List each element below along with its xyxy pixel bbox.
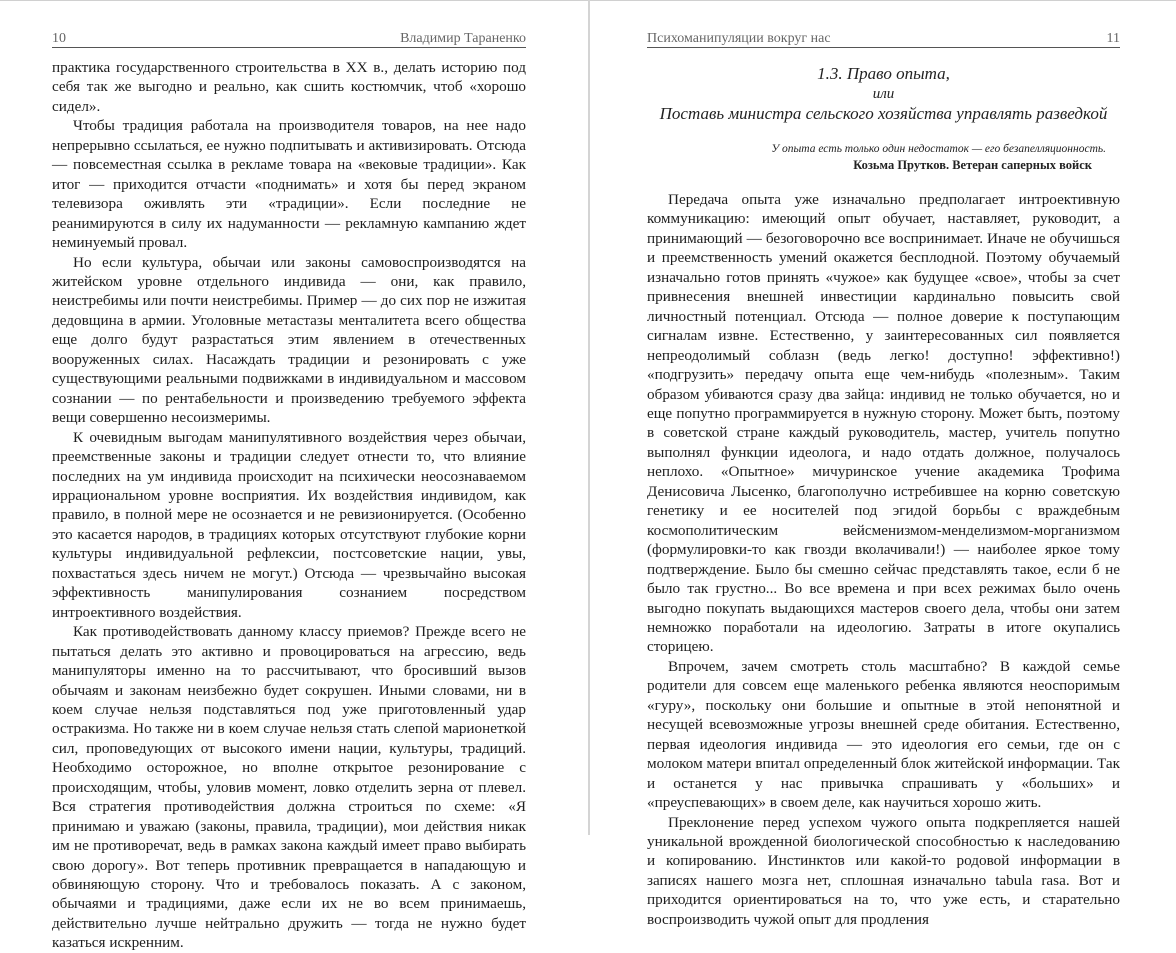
epigraph-quote: У опыта есть только один недостаток — его безапелляционность. — [771, 143, 1106, 155]
body-text-left — [52, 58, 526, 953]
page-number: 10 — [52, 31, 66, 46]
paragraph: Впрочем, зачем смотреть столь масштабно? В каждой семье родители для совсем еще маленького ребенка являются неоспоримым «гуру», поскольку они большие и опытные в этой непонятной и несущей всевозможные угрозы внешней среде обитания. Естественно, первая идеология индивида — это идеология его семьи, где он с молоком матери впитал определенный блок житейской информации. Так и останется у нас привычка спрашивать у «больших» и «преуспевающих» в своем деле, как научиться хорошо жить. — [647, 657, 1120, 812]
running-title-book: Психоманипуляции вокруг нас — [647, 31, 831, 46]
paragraph: Передача опыта уже изначально предполагает интроективную коммуникацию: имеющий опыт обучает, наставляет, руководит, а принимающий — безоговорочно все воспринимает. Иначе не обучишься и преемственность умений окажется бесплодной. Поэтому обучаемый изначально готов принять «чужое» как будущее «свое», чтобы за счет привнесения внешней инвестиции кардинально повысить свой личностный потенциал. Отсюда — полное доверие к поступающим сигналам извне. Естественно, у заинтересованных сил появляется непреодолимый соблазн (ведь легко! доступно! эффективно!) «подгрузить» передачу опыта еще чем-нибудь «полезным». Таким образом убиваются сразу два зайца: индивид не только обучается, но и еще попутно программируется в нужную сторону. Может быть, поэтому в советской стране каждый руководитель, мастер, учитель попутно выполнял функции идеолога, и надо отдать должное, получалось неплохо. «Опытное» мичуринское учение академика Трофима Денисовича Лысенко, благополучно истребившее на корню советскую генетику и ее носителей под эгидой борьбы с враждебным космополитическим вейсменизмом-менделизмом-морганизмом (формулировки-то как гвозди вколачивали!) — наиболее яркое тому подтверждение. Было бы смешно сейчас представлять такое, если б не было так грустно... Во все времена и при всех режимах было очень выгодно покупать выдающихся мастеров своего дела, чтобы они затем немножко поработали на идеологию. Затраты в итоге окупались сторицею. — [647, 191, 1120, 656]
paragraph: Чтобы традиция работала на производителя товаров, на нее надо непрерывно ссылаться, ее нужно подпитывать и активизировать. Отсюда — повсеместная ссылка в рекламе товара на «вековые традиции». Как итог — приходится отчасти «поднимать» и хотя бы перед экраном телевизора оживлять эти «традиции». Если последние не реанимируются в силу их надуманности — рекламную кампанию ждет неминуемый провал. — [52, 117, 526, 252]
left-page — [0, 0, 588, 952]
paragraph: Но если культура, обычаи или законы самовоспроизводятся на житейском уровне отдельного индивида — они, как правило, неистребимы или почти неистребимы. Пример — до сих пор не изжитая дедовщина в армии. Уголовные метастазы менталитета всего общества еще долго будут разрастаться этим явлением в отечественных вооруженных силах. Насаждать традиции и резонировать с уже существующими реальными подвижками в индивидуальном и массовом сознании — по рентабельности и произведению требуемого эффекта вещи совершенно несоизмеримы. — [52, 253, 526, 427]
chapter-title-line2: или — [872, 86, 895, 102]
paragraph: Преклонение перед успехом чужого опыта подкрепляется нашей уникальной врожденной биологической способностью к наследованию и копированию. Инстинктов или какой-то родовой информации в записях нашего мозга нет, сплошная изначально tabula rasa. Вот и приходится ориентироваться на то, что уже есть, и старательно воспроизводить чужой опыт для продления — [647, 813, 1120, 928]
page-number: 11 — [1106, 31, 1120, 46]
running-head-right — [647, 29, 1120, 48]
chapter-title — [647, 64, 1120, 124]
epigraph — [647, 141, 1106, 174]
body-text-right — [647, 190, 1120, 929]
right-page — [590, 0, 1176, 928]
chapter-title-line3: Поставь министра сельского хозяйства управлять разведкой — [659, 104, 1108, 123]
paragraph: К очевидным выгодам манипулятивного воздействия через обычаи, преемственные законы и традиции следует отнести то, что влияние последних на ум индивида происходит на психически неосознаваемом иррациональном уровне восприятия. Их воздействия индивидом, как правило, в полной мере не осознается и не ревизионируется. (Особенно это касается народов, в традициях которых отсутствуют глубокие корни культуры индивидуальной рефлексии, постсоветские нации, увы, похвастаться здесь ничем не могут.) Отсюда — чрезвычайно высокая эффективность манипулирования сознанием посредством интроективного воздействия. — [52, 428, 526, 621]
paragraph: практика государственного строительства в XX в., делать историю под себя так же выгодно и реально, как сшить костюмчик, чтоб «хорошо сидел». — [52, 59, 526, 115]
running-head-left — [52, 29, 526, 48]
epigraph-author: Козьма Прутков. Ветеран саперных войск — [853, 158, 1092, 172]
paragraph: Как противодействовать данному классу приемов? Прежде всего не пытаться делать это активно и провоцироваться на агрессию, ведь манипуляторы именно на то рассчитывают, что бросивший вызов обычаям и законам неизбежно будет сокрушен. Иными словами, ни в коем случае нельзя подставляться под уже приготовленный удар остракизма. Но также ни в коем случае нельзя стать слепой марионеткой сил, проповедующих от высокого имени нации, культуры, традиций. Необходимо осторожное, но вполне открытое резонирование с происходящим, чтобы, уловив момент, ловко отделить зерна от плевел. Вся стратегия противодействия должна строиться по схеме: «Я принимаю и уважаю (законы, правила, традиции), мои действия никак им не противоречат, ведь в рамках закона каждый имеет право выбирать свою дорогу». Вот теперь противник превращается в нападающую и обвиняющую сторону. Что и требовалось показать. А с законом, обычаями и традициями, даже если их не во всем принимаешь, действительно лучше нейтрально дружить — тогда не нужно будет казаться искренним. — [52, 623, 526, 952]
running-title-author: Владимир Тараненко — [400, 31, 526, 46]
chapter-title-line1: 1.3. Право опыта, — [817, 64, 950, 83]
